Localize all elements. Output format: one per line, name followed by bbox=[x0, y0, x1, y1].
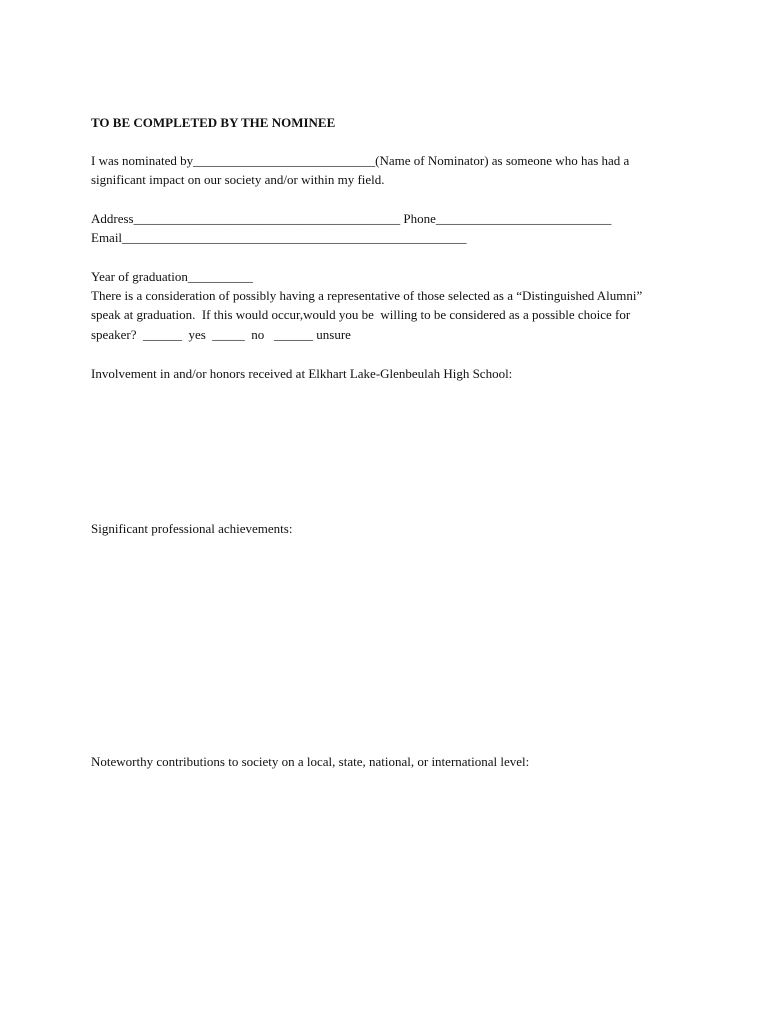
year-of-graduation-line: Year of graduation__________ bbox=[91, 269, 253, 284]
speaker-options-line: speaker? ______ yes _____ no ______ unsure bbox=[91, 327, 351, 342]
involvement-label: Involvement in and/or honors received at Elkhart Lake-Glenbeulah High School: bbox=[91, 366, 513, 381]
professional-achievements-label: Significant professional achievements: bbox=[91, 521, 293, 536]
nominated-by-line: I was nominated by____________________________(Name of Nominator) as someone who has had a bbox=[91, 153, 630, 168]
address-phone-line: Address_________________________________________ Phone___________________________ bbox=[91, 211, 612, 226]
speaker-question-line-2: speak at graduation. If this would occur,would you be willing to be considered as a possible choice for bbox=[91, 307, 631, 322]
contributions-label: Noteworthy contributions to society on a local, state, national, or international level: bbox=[91, 754, 530, 769]
nominated-by-line-continued: significant impact on our society and/or within my field. bbox=[91, 172, 385, 187]
email-line: Email_____________________________________________________ bbox=[91, 230, 467, 245]
speaker-question-line-1: There is a consideration of possibly having a representative of those selected as a “Distinguished Alumni” bbox=[91, 288, 643, 303]
form-heading: TO BE COMPLETED BY THE NOMINEE bbox=[91, 115, 336, 130]
